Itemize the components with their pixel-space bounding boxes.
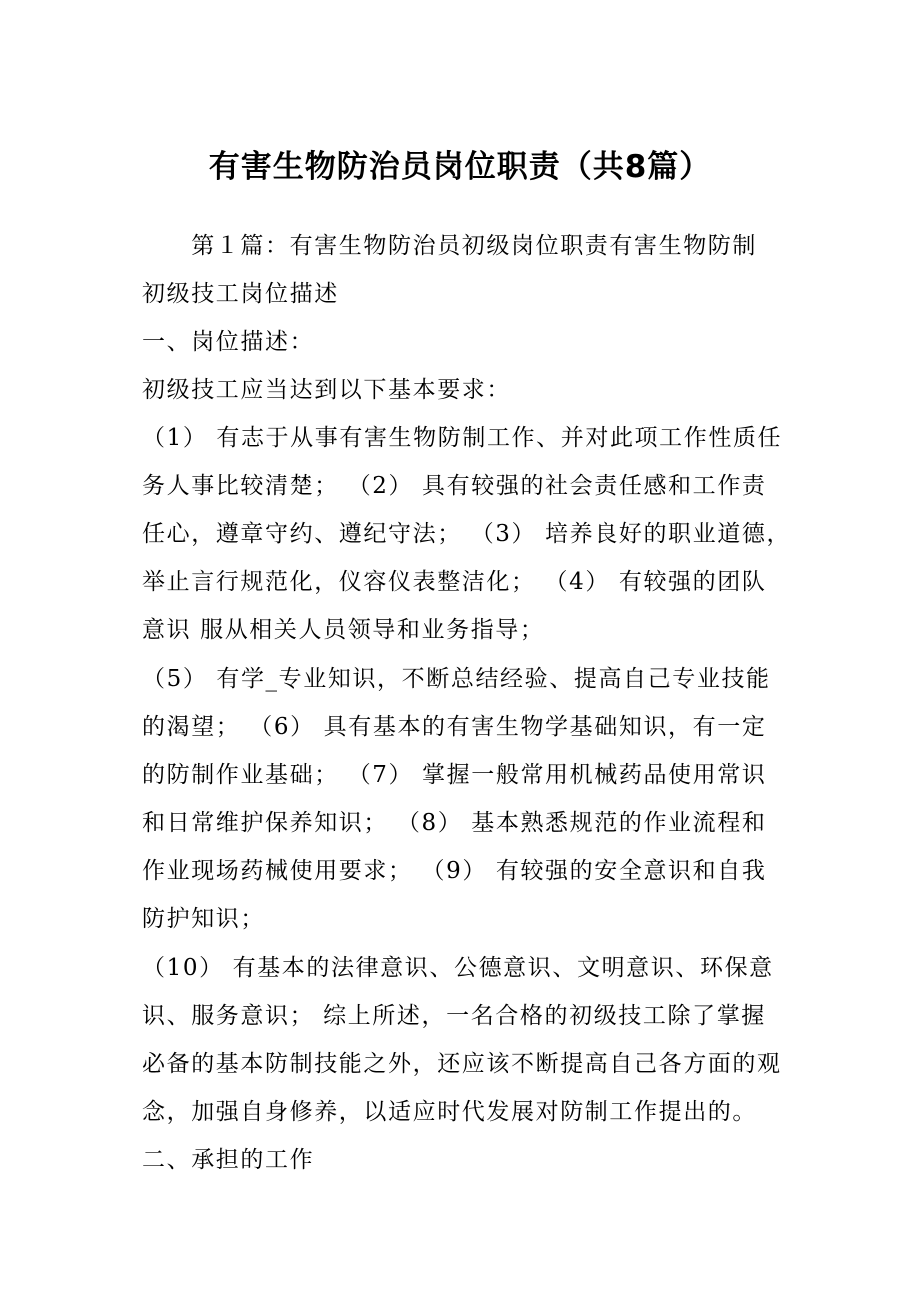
document-title: 有害生物防治员岗位职责（共8篇） — [208, 149, 712, 185]
paragraph-line: 的防制作业基础； （7） 掌握一般常用机械药品使用常识 — [142, 762, 767, 788]
paragraph-line: （10） 有基本的法律意识、公德意识、文明意识、环保意 — [142, 955, 774, 981]
paragraph-line: 识、服务意识； 综上所述，一名合格的初级技工除了掌握 — [142, 1003, 766, 1029]
paragraph-line: （1） 有志于从事有害生物防制工作、并对此项工作性质任 — [142, 425, 783, 451]
paragraph-line: 初级技工岗位描述 — [142, 281, 339, 307]
paragraph-line: 举止言行规范化，仪容仪表整洁化； （4） 有较强的团队 — [142, 569, 767, 595]
paragraph-line: 防护知识； — [142, 906, 265, 932]
paragraph-line: 任心，遵章守约、遵纪守法； （3） 培养良好的职业道德， — [142, 521, 792, 547]
paragraph-line: 第１篇：有害生物防治员初级岗位职责有害生物防制 — [142, 233, 757, 259]
paragraph-line: （5） 有学_专业知识，不断总结经验、提高自己专业技能 — [142, 666, 771, 692]
paragraph-line: 初级技工应当达到以下基本要求： — [142, 377, 511, 403]
paragraph-line: 作业现场药械使用要求； （9） 有较强的安全意识和自我 — [142, 858, 767, 884]
paragraph-line: 念，加强自身修养，以适应时代发展对防制工作提出的。 — [142, 1099, 757, 1125]
section-heading: 一、岗位描述： — [142, 329, 315, 355]
paragraph-line: 必备的基本防制技能之外，还应该不断提高自己各方面的观 — [142, 1051, 782, 1077]
paragraph-line: 和日常维护保养知识； （8） 基本熟悉规范的作业流程和 — [142, 810, 767, 836]
paragraph-line: 务人事比较清楚； （2） 具有较强的社会责任感和工作责 — [142, 473, 767, 499]
paragraph-line: 的渴望； （6） 具有基本的有害生物学基础知识，有一定 — [142, 714, 767, 740]
section-heading: 二、承担的工作 — [142, 1147, 315, 1173]
paragraph-line: 意识 服从相关人员领导和业务指导； — [142, 617, 545, 643]
